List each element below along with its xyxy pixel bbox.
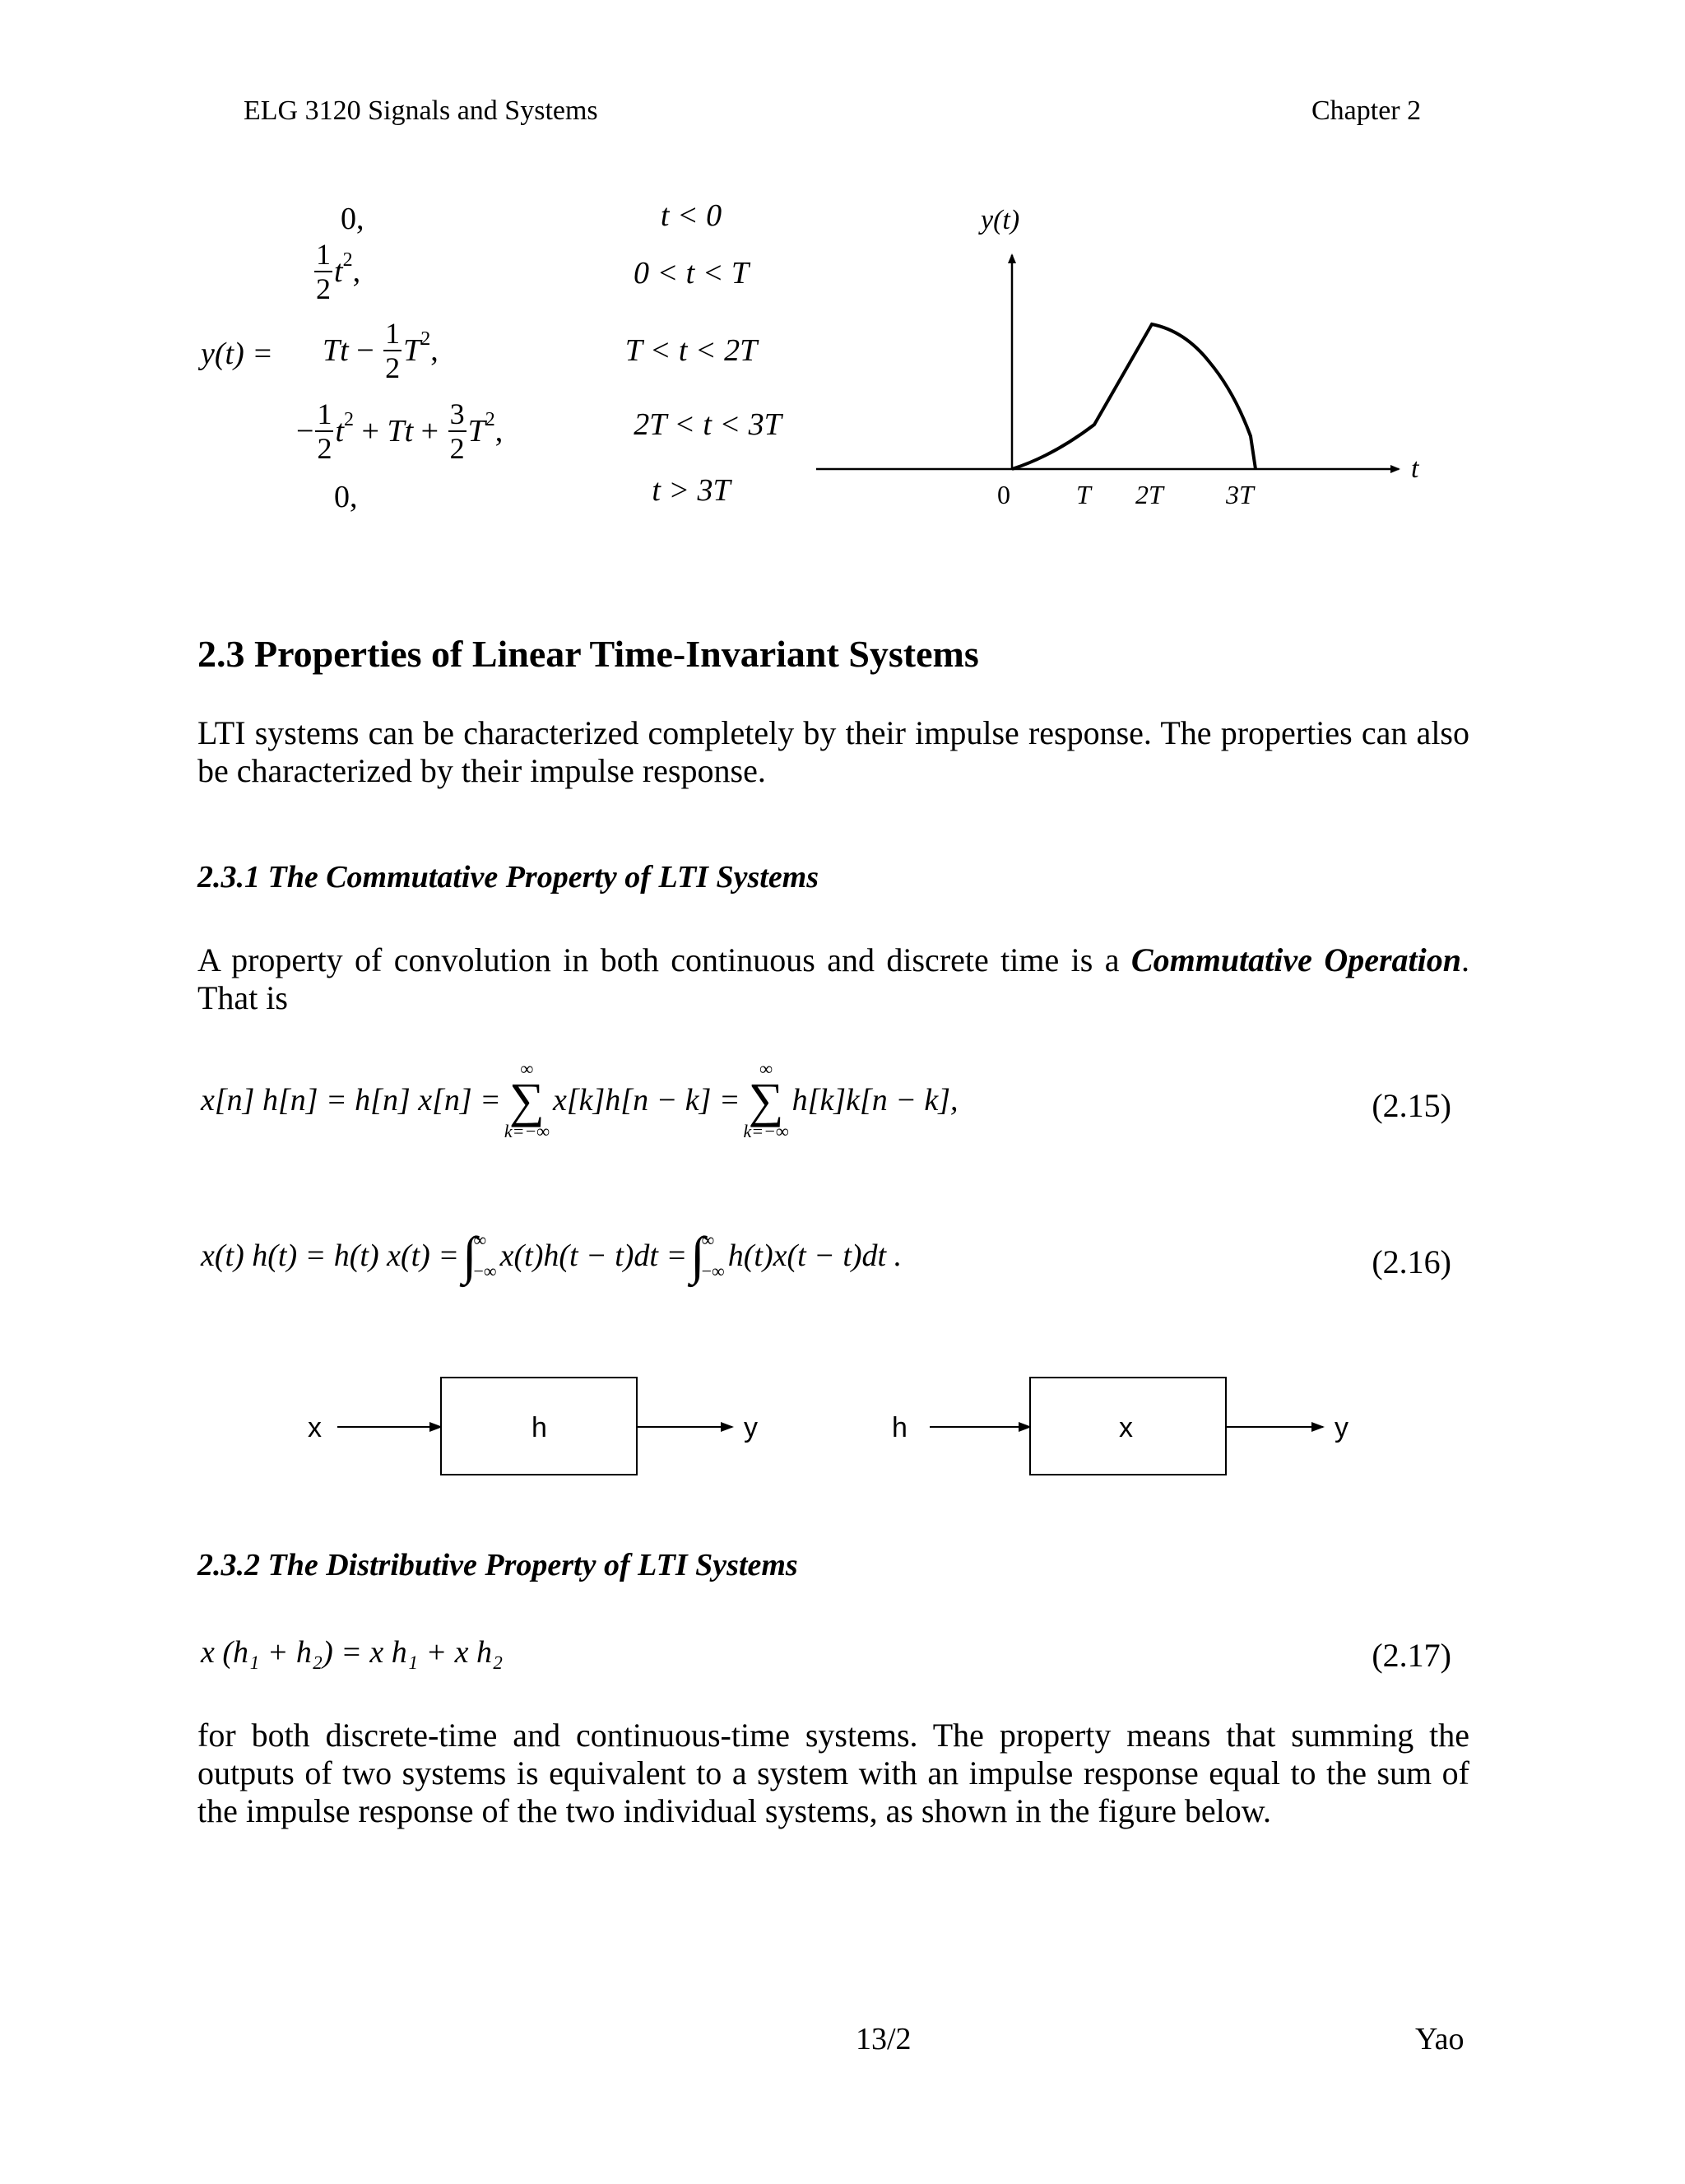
left-input-label: x	[308, 1412, 322, 1443]
yt-graph	[806, 197, 1448, 527]
case-2-expr: Tt − $\frac{1}{2}$ T 2 ,	[323, 317, 439, 384]
x-tick-0: 0	[997, 480, 1010, 509]
x-tick-T: T	[1076, 480, 1091, 509]
case-3-expr: − $\frac{1}{2}$ t 2 + Tt + $\frac{3}{2}$ T 2 ,	[296, 397, 504, 465]
case-0-cond: t < 0	[660, 198, 722, 233]
case-0-expr: 0,	[341, 202, 364, 236]
x-tick-3T: 3T	[1226, 480, 1254, 509]
sub1-title: 2.3.1 The Commutative Property of LTI Systems	[197, 860, 819, 895]
commutative-emph: Commutative Operation	[1130, 941, 1461, 978]
commutative-diagram	[296, 1366, 1399, 1489]
case-3-cond: 2T < t < 3T	[634, 407, 782, 442]
chapter-header: Chapter 2	[1311, 95, 1422, 126]
eqno-2-16: (2.16)	[1372, 1243, 1451, 1280]
course-header: ELG 3120 Signals and Systems	[244, 95, 598, 126]
left-output-label: y	[744, 1412, 758, 1443]
page-number: 13/2	[856, 2022, 912, 2056]
equation-2-16: x(t) h(t) = h(t) x(t) = ∫ ∞ −∞ x(t)h(t − t)dt = ∫ ∞ −∞ h(t)x(t − t)dt .	[201, 1226, 903, 1285]
section-title: 2.3 Properties of Linear Time-Invariant Systems	[197, 633, 979, 675]
right-output-label: y	[1335, 1412, 1348, 1443]
right-input-label: h	[892, 1412, 907, 1443]
case-1-cond: 0 < t < T	[634, 256, 749, 290]
x-tick-2T: 2T	[1135, 480, 1163, 509]
section-intro: LTI systems can be characterized completely by their impulse response. The properties can also be characterized by their impulse response.	[197, 714, 1469, 789]
case-4-cond: t > 3T	[652, 473, 731, 508]
author: Yao	[1415, 2022, 1465, 2056]
case-1-expr: $\frac{1}{2}$ t 2 ,	[316, 238, 361, 305]
sub1-text: A property of convolution in both continuous and discrete time is a Commutative Operation. That is	[197, 941, 1469, 1016]
yt-curve	[1012, 324, 1256, 469]
equation-2-15: x[n] h[n] = h[n] x[n] = ∞ ∑ k=−∞ x[k]h[n − k] = ∞ ∑ k=−∞ h[k]k[n − k],	[201, 1058, 959, 1141]
left-box-label: h	[531, 1412, 547, 1443]
sub2-text: for both discrete-time and continuous-time systems. The property means that summing the outputs of two systems is equivalent to a system with an impulse response equal to the sum of the impulse response of the two individual systems, as shown in the figure below.	[197, 1717, 1469, 1829]
right-box-label: x	[1119, 1412, 1133, 1443]
case-4-expr: 0,	[334, 480, 358, 514]
case-2-cond: T < t < 2T	[624, 333, 758, 368]
eqno-2-15: (2.15)	[1372, 1087, 1451, 1124]
y-axis-label: y(t)	[981, 205, 1020, 235]
x-axis-label: t	[1411, 453, 1419, 484]
equation-2-17: x (h₁ + h₂) = x h₁ + x h₂	[201, 1635, 504, 1670]
sub2-title: 2.3.2 The Distributive Property of LTI Systems	[197, 1548, 798, 1582]
eqno-2-17: (2.17)	[1372, 1637, 1451, 1674]
piecewise-lhs: y(t) =	[201, 337, 273, 371]
